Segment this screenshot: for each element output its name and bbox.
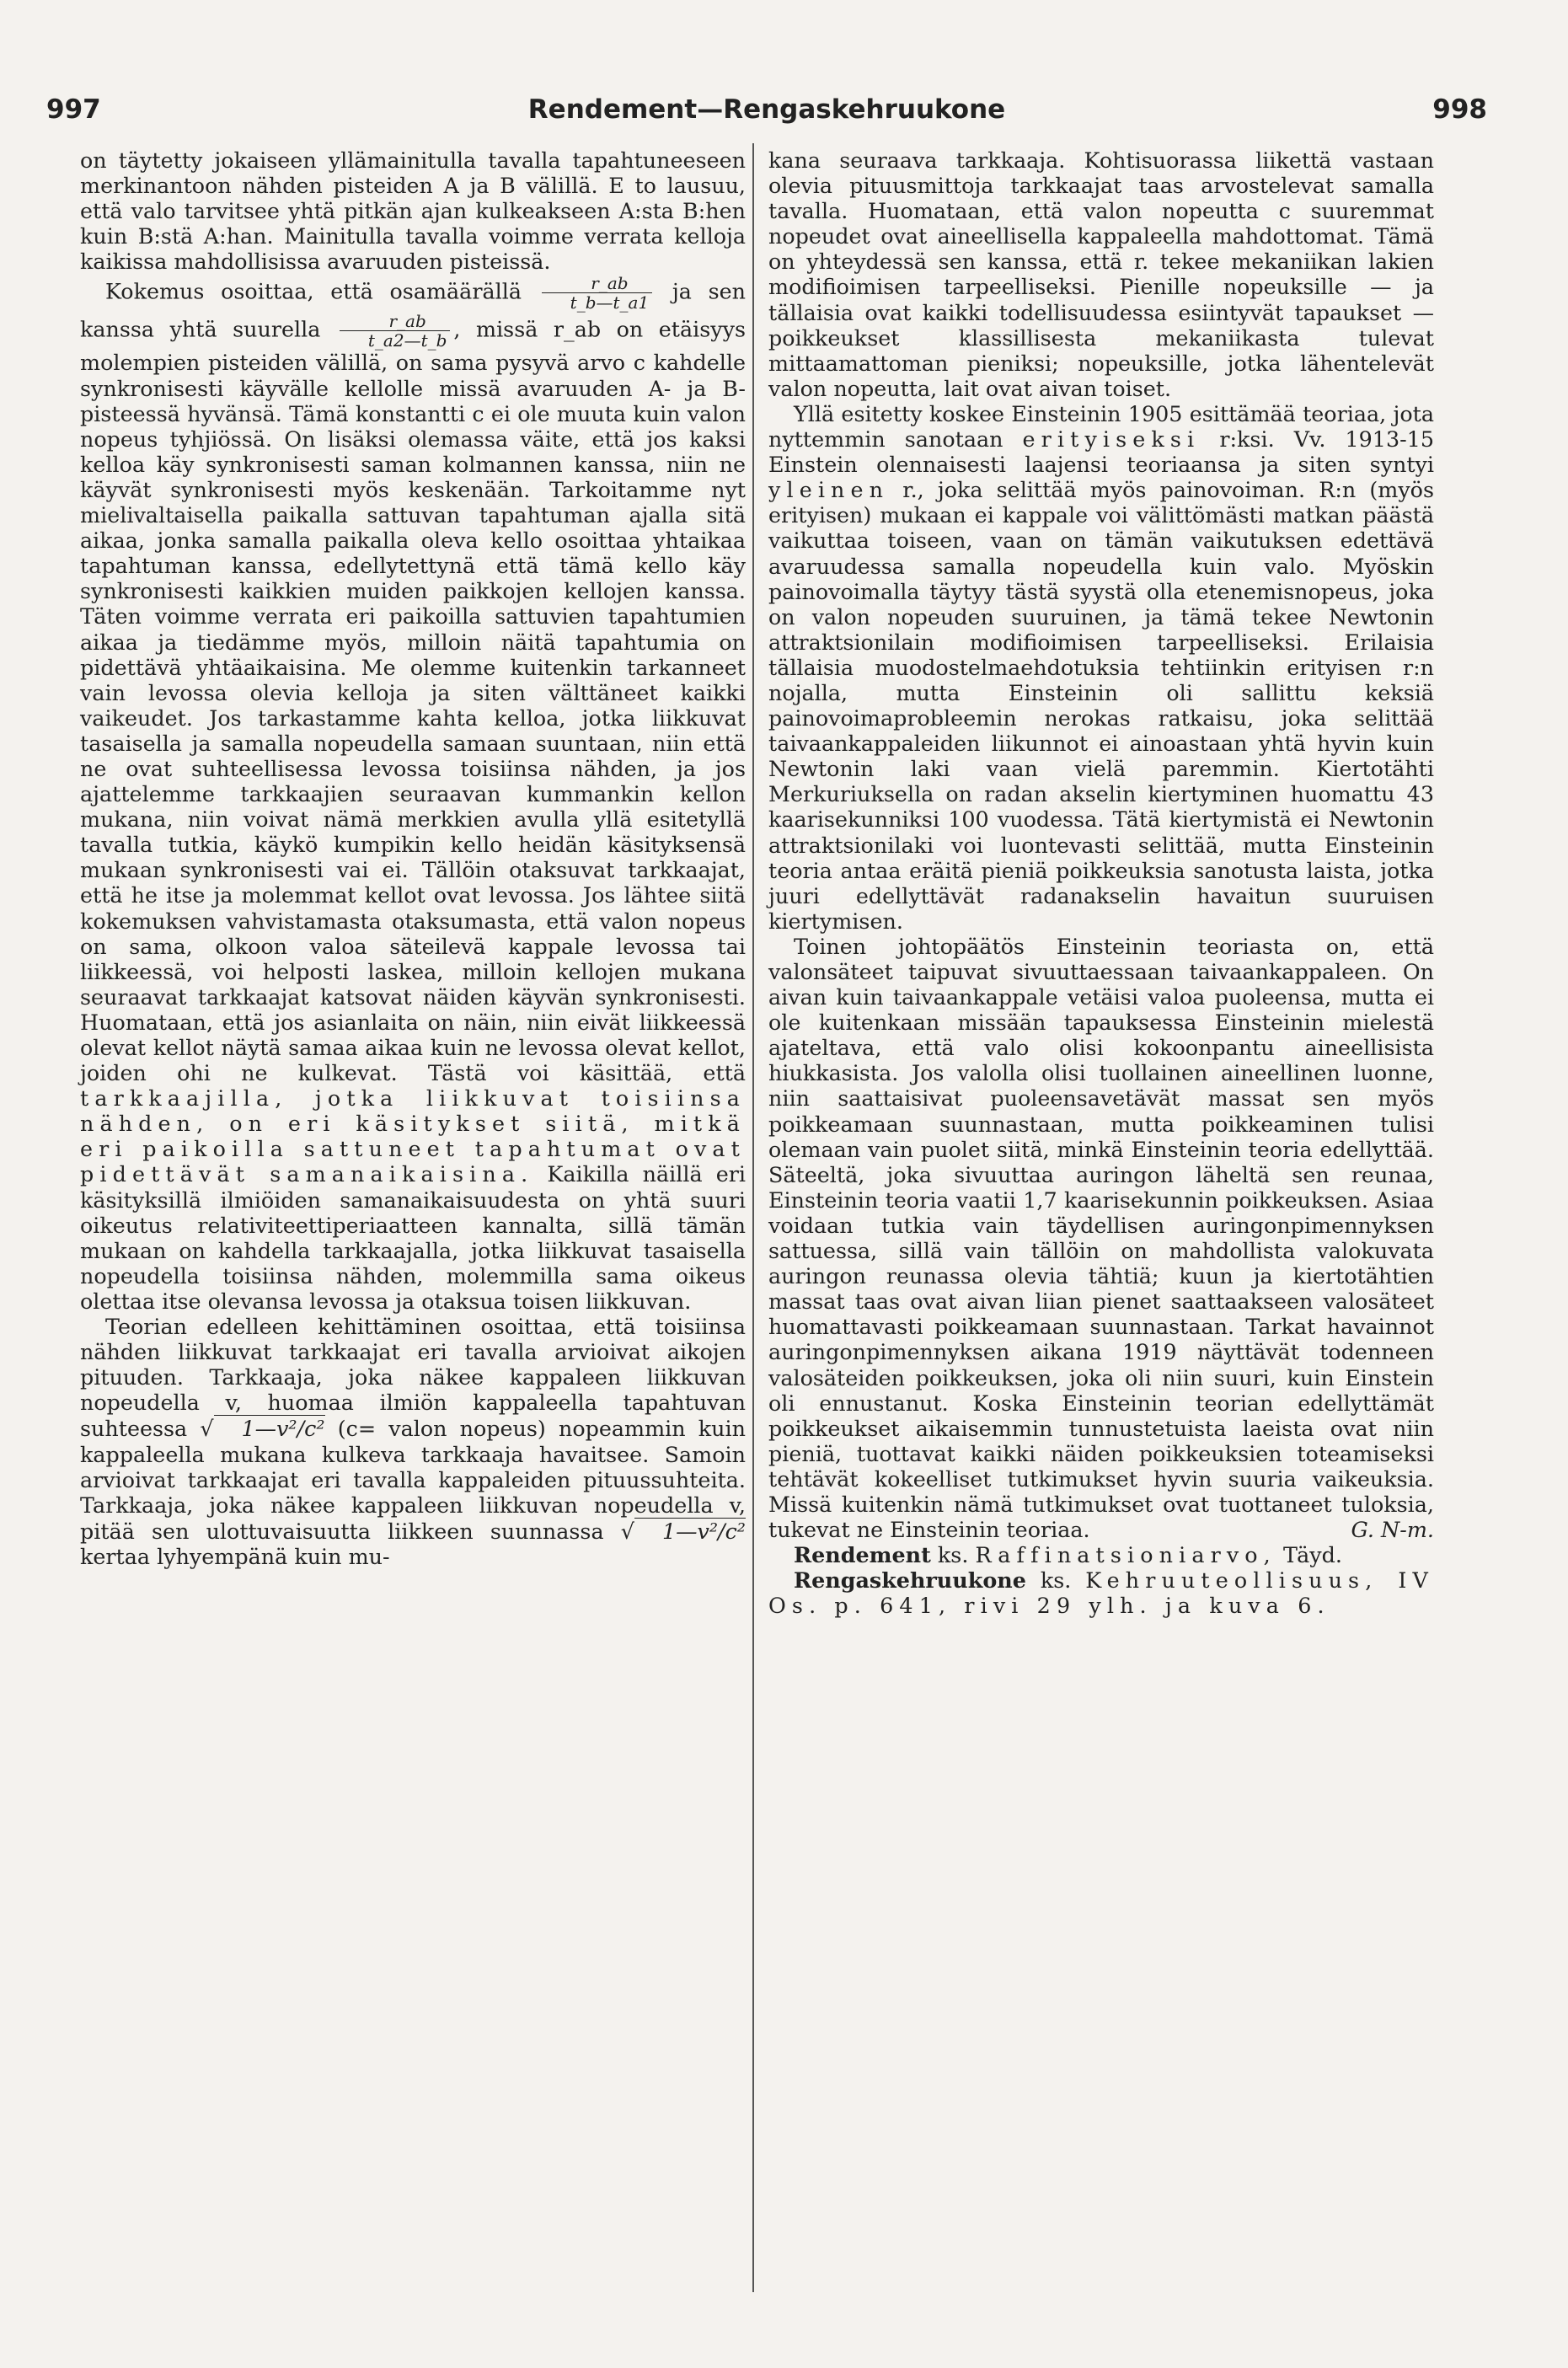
right-column <box>768 147 1434 1618</box>
entry-headword: Rendement <box>794 1542 931 1568</box>
page-header <box>46 94 1487 131</box>
cross-reference: Kehruuteollisuus, IV Os. p. 641, rivi 29 ylh. ja kuva 6. <box>768 1567 1435 1619</box>
spaced-emphasis: tarkkaajilla, jotka liikkuvat toisiinsa nähden, on eri käsitykset siitä, mitkä eri paikoilla sattuneet tapahtumat ovat pidettävät samanaikaisina. <box>80 1085 746 1187</box>
fraction: $\frac{r\_ab}{t\_a2—t\_b}$ <box>340 312 451 350</box>
sqrt-formula: √ 1—v²/c² <box>200 1416 325 1442</box>
entry-rendement: Rendement ks. Raffinatsioniarvo, Täyd. <box>794 1542 1342 1568</box>
paragraph: on täytetty jokaiseen yllämainitulla tavalla tapahtuneeseen merkinantoon nähden pisteiden A ja B välillä. E to lausuu, että valo tarvitsee yhtä pitkän ajan kulkeakseen A:sta B:hen kuin B:stä A:han. Mainitulla tavalla voimme verrata kelloja kaikissa mahdollisissa avaruuden pisteissä. <box>80 147 746 275</box>
left-column <box>80 147 746 1569</box>
page-number-right: 998 <box>1432 94 1487 125</box>
fraction: $\frac{r\_ab}{t\_b—t\_a1}$ <box>542 274 653 312</box>
page-number-left: 997 <box>46 94 101 125</box>
spaced-emphasis: yleinen <box>768 477 890 503</box>
paragraph: Teorian edelleen kehittäminen osoittaa, että toisiinsa nähden liikkuvat tarkkaajat eri tavalla arvioivat aikojen pituuden. Tarkkaaja, joka näkee kappaleen liikkuvan nopeudella v, huomaa ilmiön kappaleella tapahtuvan suhteessa √ 1—v²/c² (c= valon nopeus) nopeammin kuin kappaleella mukana kulkeva tarkkaaja havaitsee. Samoin arvioivat tarkkaajat eri tavalla kappaleiden pituussuhteita. Tarkkaaja, joka näkee kappaleen liikkuvan nopeudella v, pitää sen ulottuvaisuutta liikkeen suunnassa √ 1—v²/c² kertaa lyhyempänä kuin mu- <box>80 1314 746 1569</box>
paragraph: kana seuraava tarkkaaja. Kohtisuorassa liikettä vastaan olevia pituusmittoja tarkkaajat taas arvostelevat samalla tavalla. Huomataan, että valon nopeutta c suuremmat nopeudet ovat aineellisella kappaleella mahdottomat. Tämä on yhteydessä sen kanssa, että r. tekee mekaniikan lakien modifioimisen tarpeelliseksi. Pienille nopeuksille — ja tällaisia ovat kaikki todellisuudessa esiintyvät tapaukset — poikkeukset klassillisesta mekaniikasta tulevat mittaamattoman pieniksi; nopeuksille, jotka lähentelevät valon nopeutta, lait ovat aivan toiset. <box>768 147 1434 401</box>
author-signature: G. N-m. <box>1351 1517 1434 1543</box>
entry-rengaskehruukone: Rengaskehruukone ks. Kehruuteollisuus, IV Os. p. 641, rivi 29 ylh. ja kuva 6. <box>768 1567 1435 1619</box>
spaced-emphasis: erityiseksi <box>1022 426 1201 453</box>
running-title: Rendement—Rengaskehruukone <box>527 94 1006 125</box>
entry-headword: Rengaskehruukone <box>794 1567 1026 1594</box>
sqrt-formula: √ 1—v²/c² <box>620 1518 746 1544</box>
column-divider <box>752 143 754 2292</box>
paragraph: Toinen johtopäätös Einsteinin teoriasta on, että valonsäteet taipuvat sivuuttaessaan taivaankappaleen. On aivan kuin taivaankappale vetäisi valoa puoleensa, mutta ei ole kuitenkaan missään tapauksessa Einsteinin mielestä ajateltava, että valo olisi kokoonpantu aineellisista hiukkasista. Jos valolla olisi tuollainen aineellinen luonne, niin saattaisivat puoleensavetävät massat sen myös poikkeamaan suunnastaan, mutta poikkeaminen tulisi olemaan vain puolet siitä, minkä Einsteinin teoria edellyttää. Säteeltä, joka sivuuttaa auringon läheltä sen reunaa, Einsteinin teoria vaatii 1,7 kaarisekunnin poikkeuksen. Asiaa voidaan tutkia vain täydellisen auringonpimennyksen sattuessa, sillä vain tällöin on mahdollista valokuvata auringon reunassa olevia tähtiä; kuun ja kiertotähtien massat taas ovat aivan liian pienet saattaakseen valosäteet huomattavasti poikkeamaan suunnastaan. Tarkat havainnot auringonpimennyksen aikana 1919 näyttävät todenneen valosäteiden poikkeuksen, joka oli niin suuri, kuin Einstein oli ennustanut. Koska Einsteinin teorian edellyttämät poikkeukset aikaisemmin tunnustetuista laeista ovat niin pieniä, tuottavat kaikki näiden poikkeuksien toteamiseksi tehtävät kokeelliset tutkimukset hyvin suuria vaikeuksia. Missä kuitenkin nämä tutkimukset ovat tuottaneet tuloksia, tukevat ne Einsteinin teoriaa. G. N-m. <box>768 933 1434 1543</box>
paragraph: Yllä esitetty koskee Einsteinin 1905 esittämää teoriaa, jota nyttemmin sanotaan erityiseksi r:ksi. Vv. 1913-15 Einstein olennaisesti laajensi teoriaansa ja siten syntyi yleinen r., joka selittää myös painovoiman. R:n (myös erityisen) mukaan ei kappale voi välittömästi matkan päästä vaikuttaa toiseen, vaan on tämän vaikutuksen edettävä avaruudessa samalla nopeudella kuin valo. Myöskin painovoimalla täytyy tästä syystä olla etenemisnopeus, joka on valon nopeuden suuruinen, ja tämä tekee Newtonin attraktsionilain modifioimisen tarpeelliseksi. Erilaisia tällaisia muodostelmaehdotuksia tehtiinkin erityisen r:n nojalla, mutta Einsteinin oli sallittu keksiä painovoimaprobleemin nerokas ratkaisu, joka selittää taivaankappaleiden liikunnot ei ainoastaan yhtä hyvin kuin Newtonin laki vaan vielä paremmin. Kiertotähti Merkuriuksella on radan akselin kiertyminen huomattu 43 kaarisekunniksi 100 vuodessa. Tätä kiertymistä ei Newtonin attraktsionilaki voi luontevasti selittää, mutta Einsteinin teoria antaa eräitä pieniä poikkeuksia sanotusta laista, jotka juuri edellyttävät radanakselin havaitun suuruisen kiertymisen. <box>768 400 1435 934</box>
paragraph: Kokemus osoittaa, että osamäärällä $\frac{r\_ab}{t\_b—t\_a1}$ ja sen kanssa yhtä suurella $\frac{r\_ab}{t\_a2—t\_b}$ , missä r_ab on etäisyys molempien pisteiden välillä, on sama pysyvä arvo c kahdelle synkronisesti käyvälle kellolle missä avaruuden A- ja B-pisteessä hyvänsä. Tämä konstantti c ei ole muuta kuin valon nopeus tyhjiössä. On lisäksi olemassa väite, että jos kaksi kelloa käy synkronisesti saman kolmannen kanssa, niin ne käyvät synkronisesti myös keskenään. Tarkoitamme nyt mielivaltaisella paikalla sattuvan tapahtuman ajalla sitä aikaa, jonka samalla paikalla oleva kello osoittaa yhtaikaa tapahtuman kanssa, edellytettynä että tämä kello käy synkronisesti kaikkien muiden paikkojen kellojen kanssa. Täten voimme verrata eri paikoilla sattuvien tapahtumien aikaa ja tiedämme myös, milloin näitä tapahtumia on pidettävä yhtäaikaisina. Me olemme kuitenkin tarkanneet vain levossa olevia kelloja ja siten välttäneet kaikki vaikeudet. Jos tarkastamme kahta kelloa, jotka liikkuvat tasaisella ja samalla nopeudella samaan suuntaan, niin että ne ovat suhteellisessa levossa toisiinsa nähden, ja jos ajattelemme tarkkaajien seuraavan kummankin kellon mukana, niin voivat nämä merkkien avulla yllä esitetyllä tavalla tutkia, käykö kumpikin kello heidän käsityksensä mukaan synkronisesti vai ei. Tällöin otaksuvat tarkkaajat, että he itse ja molemmat kellot ovat levossa. Jos lähtee siitä kokemuksen vahvistamasta otaksumasta, että valon nopeus on sama, olkoon valoa säteilevä kappale levossa tai liikkeessä, voi helposti laskea, milloin kellojen mukana seuraavat tarkkaajat katsovat näiden käyvän synkronisesti. Huomataan, että jos asianlaita on näin, niin eivät liikkeessä olevat kellot näytä samaa aikaa kuin ne levossa olevat kellot, joiden ohi ne kulkevat. Tästä voi käsittää, että tarkkaajilla, jotka liikkuvat toisiinsa nähden, on eri käsitykset siitä, mitkä eri paikoilla sattuneet tapahtumat ovat pidettävät samanaikaisina. Kaikilla näillä eri käsityksillä ilmiöiden samanaikaisuudesta on yhtä suuri oikeutus relativiteettiperiaatteen kannalta, sillä tämän mukaan on kahdella tarkkaajalla, jotka liikkuvat tasaisella nopeudella toisiinsa nähden, molemmilla sama oikeus olettaa itse olevansa levossa ja otaksua toisen liikkuvan. <box>80 273 747 1314</box>
cross-reference: Raffinatsioniarvo, <box>975 1542 1276 1568</box>
